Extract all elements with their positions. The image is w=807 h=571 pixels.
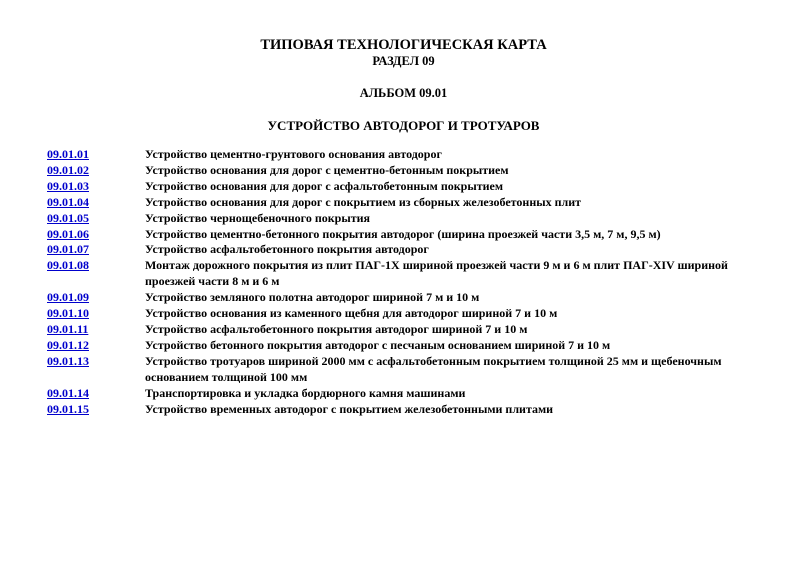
toc-row [47, 402, 747, 418]
document-title: ТИПОВАЯ ТЕХНОЛОГИЧЕСКАЯ КАРТА [260, 37, 547, 53]
toc-code-link[interactable]: 09.01.03 [47, 178, 89, 193]
toc-code-link[interactable]: 09.01.04 [47, 194, 89, 209]
toc-code-link[interactable]: 09.01.08 [47, 258, 89, 273]
toc-code-link[interactable]: 09.01.06 [47, 226, 89, 241]
toc-code-link[interactable]: 09.01.12 [47, 337, 89, 352]
toc-row [47, 306, 747, 322]
toc-title: Устройство чернощебеночного покрытия [145, 210, 370, 225]
toc-row [47, 195, 747, 211]
toc-row [47, 386, 747, 402]
toc-title: Устройство основания из каменного щебня для автодорог шириной 7 и 10 м [145, 306, 558, 321]
toc-row [47, 227, 747, 243]
toc-code-link[interactable]: 09.01.14 [47, 385, 89, 400]
main-heading: УСТРОЙСТВО АВТОДОРОГ И ТРОТУАРОВ [267, 118, 540, 133]
toc-title: Устройство асфальтобетонного покрытия автодорог [145, 242, 429, 257]
toc-title: Устройство основания для дорог с асфальтобетонным покрытием [145, 178, 504, 193]
toc-row [47, 242, 747, 258]
toc-title: Устройство временных автодорог с покрытием железобетонными плитами [145, 401, 554, 416]
toc-row [47, 147, 747, 163]
toc-title: Устройство тротуаров шириной 2000 мм с асфальтобетонным покрытием толщиной 25 мм и щебеночным основанием толщиной 100 мм [145, 353, 722, 384]
toc-code-link[interactable]: 09.01.05 [47, 210, 89, 225]
toc-row [47, 322, 747, 338]
toc-row [47, 211, 747, 227]
toc-row [47, 290, 747, 306]
album-label: АЛЬБОМ 09.01 [359, 86, 448, 100]
toc-title: Устройство земляного полотна автодорог шириной 7 м и 10 м [145, 290, 480, 305]
toc-title: Устройство основания для дорог с покрытием из сборных железобетонных плит [145, 194, 582, 209]
toc-row [47, 338, 747, 354]
toc-title: Устройство асфальтобетонного покрытия автодорог шириной 7 и 10 м [145, 321, 528, 336]
toc-title: Монтаж дорожного покрытия из плит ПАГ-1Х шириной проезжей части 9 м и 6 м плит ПАГ-XIV шириной проезжей части 8 м и 6 м [145, 258, 728, 289]
toc-code-link[interactable]: 09.01.01 [47, 147, 89, 161]
toc-title: Устройство цементно-бетонного покрытия автодорог (ширина проезжей части 3,5 м, 7 м, 9,5 м) [145, 226, 661, 241]
toc-code-link[interactable]: 09.01.10 [47, 306, 89, 321]
toc-title: Транспортировка и укладка бордюрного камня машинами [145, 385, 466, 400]
table-of-contents [47, 147, 747, 417]
toc-code-link[interactable]: 09.01.07 [47, 242, 89, 257]
toc-code-link[interactable]: 09.01.11 [47, 321, 89, 336]
toc-title: Устройство цементно-грунтового основания автодорог [145, 147, 442, 161]
toc-code-link[interactable]: 09.01.13 [47, 353, 89, 368]
toc-row [47, 354, 747, 386]
toc-row [47, 163, 747, 179]
toc-row [47, 258, 747, 290]
toc-code-link[interactable]: 09.01.09 [47, 290, 89, 305]
toc-code-link[interactable]: 09.01.02 [47, 162, 89, 177]
toc-code-link[interactable]: 09.01.15 [47, 401, 89, 416]
toc-title: Устройство бетонного покрытия автодорог с песчаным основанием шириной 7 и 10 м [145, 337, 611, 352]
section-label: РАЗДЕЛ 09 [372, 54, 435, 68]
toc-row [47, 179, 747, 195]
toc-title: Устройство основания для дорог с цементно-бетонным покрытием [145, 162, 509, 177]
